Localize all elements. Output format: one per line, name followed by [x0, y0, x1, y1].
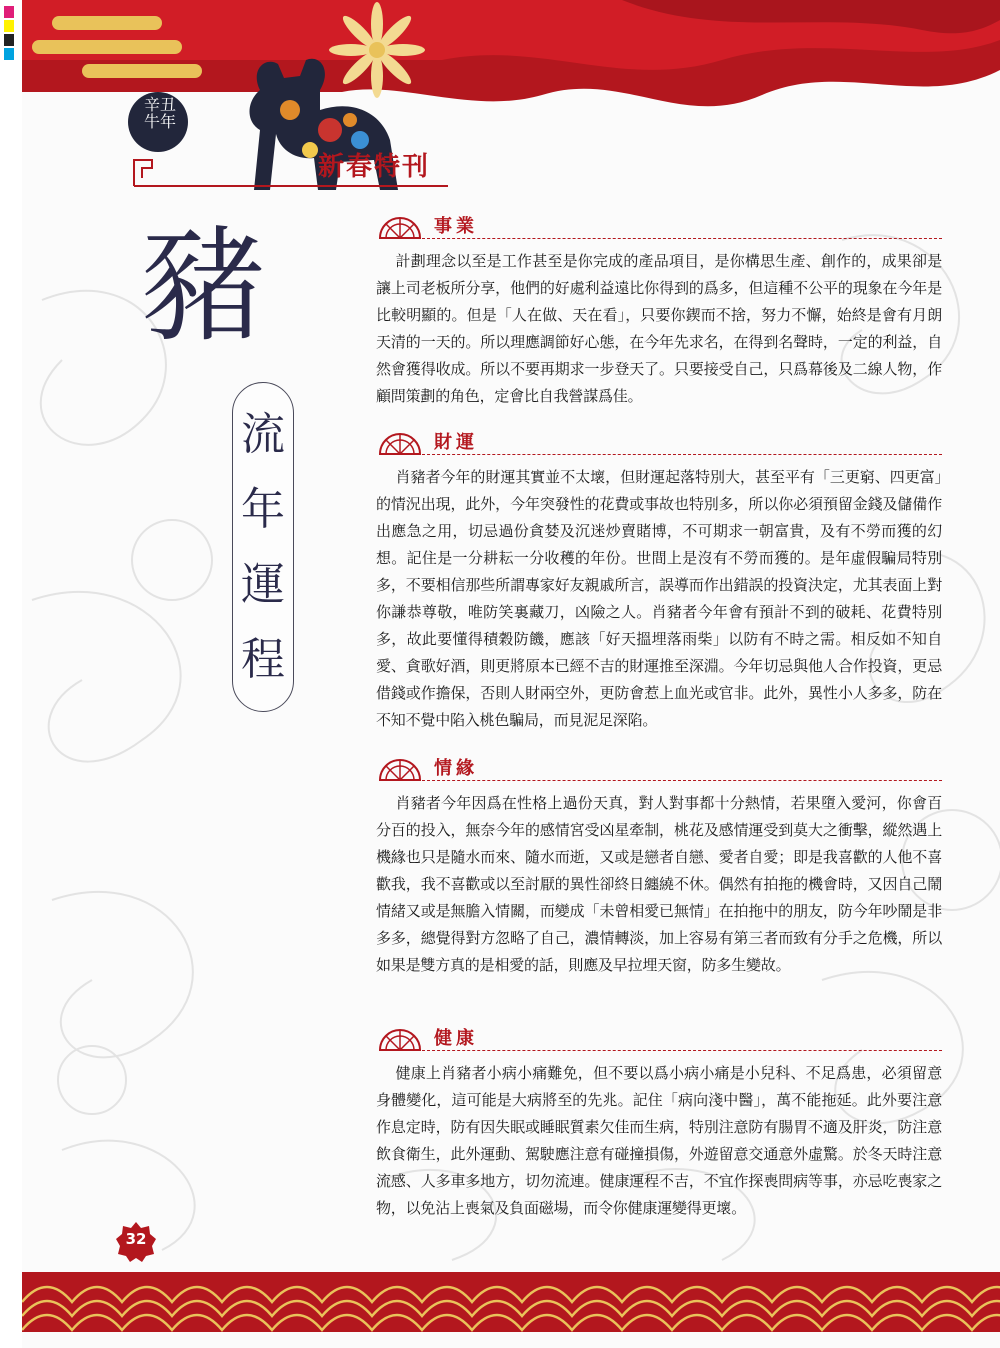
- page-number: 32: [125, 1230, 147, 1248]
- cmyk-color-bar: [2, 4, 16, 64]
- section-divider: [422, 780, 942, 781]
- yearly-fortune-label: [232, 382, 294, 712]
- fan-icon: [376, 1026, 424, 1052]
- fortune-char-3: 運: [241, 558, 285, 610]
- section-divider: [422, 454, 942, 455]
- zodiac-character: 豬: [140, 215, 265, 359]
- section-romance: [376, 754, 942, 979]
- section-divider: [422, 238, 942, 239]
- fan-icon: [376, 430, 424, 456]
- section-body: 肖豬者今年的財運其實並不太壞，但財運起落特別大，甚至平有「三更窮、四更富」的情況出現，此外，今年突發性的花費或事故也特別多，所以你必須預留金錢及儲備作出應急之用，切忌過份貪婪及沉迷炒賣賭博，不可期求一朝富貴，及有不勞而獲的幻想。記住是一分耕耘一分收穫的年份。世間上是沒有不勞而獲的。是年虛假騙局特別多，不要相信那些所謂專家好友親戚所言，誤導而作出錯誤的投資決定，尤其表面上對你謙恭尊敬，唯防笑裏藏刀，凶險之人。肖豬者今年會有預計不到的破耗、花費特別多，故此要懂得積穀防饑，應該「好天搵埋落雨柴」以防有不時之需。相反如不知自愛、貪歌好酒，則更將原本已經不吉的財運推至深淵。今年切忌與他人合作投資，更忌借錢或作擔保，否則人財兩空外，更防會惹上血光或官非。此外，異性小人多多，防在不知不覺中陷入桃色騙局，而見泥足深陷。: [376, 468, 942, 729]
- section-title: 財運: [434, 432, 478, 453]
- section-divider: [422, 1050, 942, 1051]
- section-body: 肖豬者今年因爲在性格上過份天真，對人對事都十分熱情，若果墮入愛河，你會百分百的投入，無奈今年的感情宮受凶星牽制，桃花及感情運受到莫大之衝擊，縱然遇上機緣也只是隨水而來、隨水而逝，又或是戀者自戀、愛者自愛；即是我喜歡的人他不喜歡我，我不喜歡或以至討厭的異性卻終日纏繞不休。偶然有拍拖的機會時，又因自己鬧情緒又或是無膽入情關，而變成「未曾相愛已無情」在拍拖中的朋友，防今年吵鬧是非多多，總覺得對方忽略了自己，濃情轉淡，加上容易有第三者而致有分手之危機，所以如果是雙方真的是相愛的話，則應及早拉埋天窗，防多生變故。: [376, 794, 942, 974]
- section-body: 計劃理念以至是工作甚至是你完成的產品項目，是你構思生產、創作的，成果卻是讓上司老板所分享，他們的好處利益遠比你得到的爲多，但這種不公平的現象在今年是比較明顯的。但是「人在做、天在看」，只要你鍥而不捨，努力不懈，始終是會有月朗天清的一天的。所以理應調節好心態，在今年先求名，在得到名聲時，一定的利益，自然會獲得收成。所以不要再期求一步登天了。只要接受自己，只爲幕後及二線人物，作顧問策劃的角色，定會比自我營謀爲佳。: [376, 252, 942, 405]
- section-career: [376, 212, 942, 410]
- section-title: 情緣: [434, 758, 478, 779]
- seal-text: 辛丑牛年: [143, 95, 176, 131]
- section-wealth: [376, 428, 942, 734]
- section-header: [376, 212, 942, 242]
- section-title: 事業: [434, 216, 478, 237]
- section-health: [376, 1024, 942, 1222]
- masthead-title: 新春特刊: [318, 152, 431, 182]
- section-header: [376, 754, 942, 784]
- fortune-char-2: 年: [241, 483, 285, 535]
- section-header: [376, 1024, 942, 1054]
- fortune-char-4: 程: [241, 633, 285, 685]
- print-margin: [0, 0, 22, 1348]
- wave-border: [22, 1272, 1000, 1332]
- section-body: 健康上肖豬者小病小痛難免，但不要以爲小病小痛是小兒科、不足爲患，必須留意身體變化，這可能是大病將至的先兆。記住「病向淺中醫」，萬不能拖延。此外要注意作息定時，防有因失眠或睡眠質素欠佳而生病，特別注意防有腸胃不適及肝炎，防注意飲食衛生，此外運動、駕駛應注意有碰撞損傷，外遊留意交通意外虛驚。於冬天時注意流感、人多車多地方，切勿流連。健康運程不吉，不宜作探喪問病等事，亦忌吃喪家之物，以免沾上喪氣及負面磁場，而令你健康運變得更壞。: [376, 1064, 942, 1217]
- section-header: [376, 428, 942, 458]
- section-title: 健康: [434, 1028, 478, 1049]
- fan-icon: [376, 214, 424, 240]
- fan-icon: [376, 756, 424, 782]
- fortune-char-1: 流: [241, 408, 285, 460]
